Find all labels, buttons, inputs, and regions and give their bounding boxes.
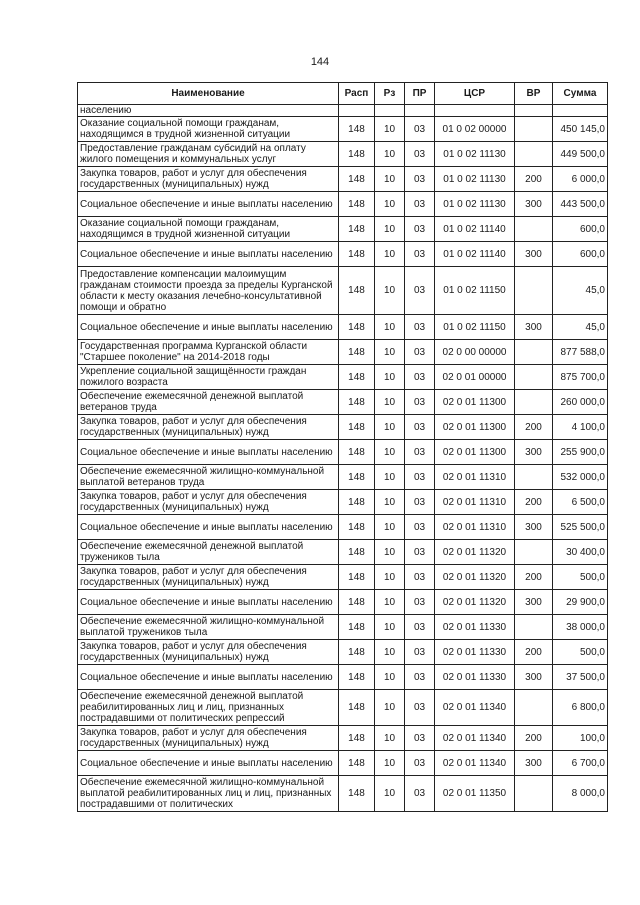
row-rz: 10: [375, 640, 405, 665]
row-csr: 02 0 01 11310: [435, 465, 515, 490]
row-sum: 875 700,0: [553, 365, 608, 390]
row-csr: 02 0 01 11320: [435, 540, 515, 565]
row-pr: 03: [405, 665, 435, 690]
row-csr: [435, 105, 515, 117]
row-rz: 10: [375, 390, 405, 415]
row-csr: 02 0 01 11320: [435, 590, 515, 615]
row-rasp: [339, 105, 375, 117]
header-name: Наименование: [78, 83, 339, 105]
row-sum: 500,0: [553, 640, 608, 665]
row-vr: [515, 117, 553, 142]
row-name: Обеспечение ежемесячной денежной выплатой реабилитированных лиц и лиц, признанных пострадавшими от политических репрессий: [78, 690, 339, 726]
row-rz: 10: [375, 365, 405, 390]
row-csr: 02 0 01 11300: [435, 415, 515, 440]
header-csr: ЦСР: [435, 83, 515, 105]
table-row: [78, 726, 608, 751]
row-vr: 300: [515, 440, 553, 465]
budget-table: [77, 82, 608, 812]
table-row: [78, 776, 608, 812]
row-rz: 10: [375, 167, 405, 192]
row-sum: 449 500,0: [553, 142, 608, 167]
row-vr: 300: [515, 515, 553, 540]
row-rz: 10: [375, 465, 405, 490]
row-pr: 03: [405, 365, 435, 390]
row-rasp: 148: [339, 690, 375, 726]
row-pr: 03: [405, 640, 435, 665]
row-rasp: 148: [339, 590, 375, 615]
row-rz: 10: [375, 490, 405, 515]
row-rasp: 148: [339, 192, 375, 217]
row-rasp: 148: [339, 142, 375, 167]
row-csr: 02 0 01 11310: [435, 490, 515, 515]
row-rz: 10: [375, 415, 405, 440]
row-sum: 532 000,0: [553, 465, 608, 490]
row-pr: 03: [405, 267, 435, 315]
row-csr: 01 0 02 00000: [435, 117, 515, 142]
row-pr: 03: [405, 167, 435, 192]
table-row: [78, 315, 608, 340]
row-vr: 200: [515, 167, 553, 192]
row-sum: 29 900,0: [553, 590, 608, 615]
row-name: Оказание социальной помощи гражданам, находящимся в трудной жизненной ситуации: [78, 217, 339, 242]
row-vr: [515, 217, 553, 242]
row-sum: 500,0: [553, 565, 608, 590]
row-rasp: 148: [339, 640, 375, 665]
row-rasp: 148: [339, 267, 375, 315]
header-sum: Сумма: [553, 83, 608, 105]
row-rasp: 148: [339, 167, 375, 192]
table-row: [78, 365, 608, 390]
row-sum: 45,0: [553, 315, 608, 340]
table-row: [78, 340, 608, 365]
row-vr: 300: [515, 590, 553, 615]
row-vr: [515, 267, 553, 315]
row-vr: [515, 390, 553, 415]
row-vr: 300: [515, 192, 553, 217]
row-vr: 300: [515, 315, 553, 340]
row-csr: 02 0 01 11340: [435, 726, 515, 751]
row-pr: 03: [405, 515, 435, 540]
page-number: 144: [310, 56, 330, 68]
row-rasp: 148: [339, 490, 375, 515]
row-sum: 30 400,0: [553, 540, 608, 565]
row-rasp: 148: [339, 217, 375, 242]
row-name: Обеспечение ежемесячной денежной выплатой тружеников тыла: [78, 540, 339, 565]
row-rz: 10: [375, 690, 405, 726]
row-rasp: 148: [339, 365, 375, 390]
row-vr: [515, 365, 553, 390]
row-rasp: 148: [339, 390, 375, 415]
row-csr: 02 0 00 00000: [435, 340, 515, 365]
table-row: [78, 267, 608, 315]
row-name: Предоставление компенсации малоимущим гражданам стоимости проезда за пределы Курганской области к месту оказания лечебно-консультативной помощи и обратно: [78, 267, 339, 315]
row-pr: 03: [405, 776, 435, 812]
row-vr: [515, 340, 553, 365]
table-row: [78, 751, 608, 776]
row-sum: 4 100,0: [553, 415, 608, 440]
table-row: [78, 440, 608, 465]
table-row: [78, 217, 608, 242]
row-pr: 03: [405, 192, 435, 217]
row-vr: 200: [515, 415, 553, 440]
table-row: [78, 390, 608, 415]
row-rz: 10: [375, 776, 405, 812]
row-rasp: 148: [339, 540, 375, 565]
row-rz: 10: [375, 615, 405, 640]
row-csr: 02 0 01 11330: [435, 615, 515, 640]
row-vr: 200: [515, 640, 553, 665]
row-sum: 255 900,0: [553, 440, 608, 465]
row-name: Социальное обеспечение и иные выплаты населению: [78, 751, 339, 776]
row-csr: 01 0 02 11150: [435, 267, 515, 315]
row-vr: [515, 540, 553, 565]
row-sum: 6 500,0: [553, 490, 608, 515]
row-pr: 03: [405, 142, 435, 167]
row-rz: 10: [375, 665, 405, 690]
row-csr: 02 0 01 11300: [435, 440, 515, 465]
row-rz: 10: [375, 117, 405, 142]
header-rasp: Расп: [339, 83, 375, 105]
row-rasp: 148: [339, 415, 375, 440]
row-rasp: 148: [339, 117, 375, 142]
row-vr: 300: [515, 242, 553, 267]
header-row: [78, 83, 608, 105]
row-name: Государственная программа Курганской области "Старшее поколение" на 2014-2018 годы: [78, 340, 339, 365]
row-sum: 525 500,0: [553, 515, 608, 540]
row-csr: 02 0 01 11340: [435, 690, 515, 726]
row-vr: [515, 776, 553, 812]
row-sum: 37 500,0: [553, 665, 608, 690]
table-row: [78, 490, 608, 515]
row-pr: 03: [405, 751, 435, 776]
row-rz: 10: [375, 142, 405, 167]
row-sum: 600,0: [553, 242, 608, 267]
row-sum: 100,0: [553, 726, 608, 751]
row-name: Обеспечение ежемесячной жилищно-коммунальной выплатой тружеников тыла: [78, 615, 339, 640]
row-sum: 600,0: [553, 217, 608, 242]
row-rz: 10: [375, 590, 405, 615]
row-csr: 01 0 02 11130: [435, 192, 515, 217]
row-rasp: 148: [339, 665, 375, 690]
row-vr: [515, 465, 553, 490]
row-name: Закупка товаров, работ и услуг для обеспечения государственных (муниципальных) нужд: [78, 726, 339, 751]
row-name: Социальное обеспечение и иные выплаты населению: [78, 665, 339, 690]
row-sum: 38 000,0: [553, 615, 608, 640]
row-name: Социальное обеспечение и иные выплаты населению: [78, 192, 339, 217]
row-name: Социальное обеспечение и иные выплаты населению: [78, 515, 339, 540]
row-csr: 01 0 02 11130: [435, 142, 515, 167]
row-csr: 02 0 01 00000: [435, 365, 515, 390]
row-pr: 03: [405, 690, 435, 726]
row-rasp: 148: [339, 515, 375, 540]
row-rasp: 148: [339, 615, 375, 640]
row-sum: 6 000,0: [553, 167, 608, 192]
row-rz: 10: [375, 726, 405, 751]
row-pr: 03: [405, 465, 435, 490]
row-sum: 443 500,0: [553, 192, 608, 217]
row-vr: 200: [515, 565, 553, 590]
row-rz: 10: [375, 267, 405, 315]
table-row: [78, 167, 608, 192]
table-row: [78, 590, 608, 615]
table-row: [78, 465, 608, 490]
row-pr: 03: [405, 415, 435, 440]
row-name: Закупка товаров, работ и услуг для обеспечения государственных (муниципальных) нужд: [78, 415, 339, 440]
row-name: Закупка товаров, работ и услуг для обеспечения государственных (муниципальных) нужд: [78, 167, 339, 192]
table-row: [78, 192, 608, 217]
table-row: [78, 515, 608, 540]
row-name: Обеспечение ежемесячной жилищно-коммунальной выплатой реабилитированных лиц и лиц, признанных пострадавшими от политических: [78, 776, 339, 812]
row-name: Закупка товаров, работ и услуг для обеспечения государственных (муниципальных) нужд: [78, 640, 339, 665]
row-sum: 6 700,0: [553, 751, 608, 776]
row-rasp: 148: [339, 440, 375, 465]
row-pr: 03: [405, 390, 435, 415]
row-vr: 300: [515, 751, 553, 776]
header-rz: Рз: [375, 83, 405, 105]
table-row: [78, 142, 608, 167]
table-row: [78, 665, 608, 690]
row-vr: [515, 615, 553, 640]
row-rasp: 148: [339, 340, 375, 365]
row-csr: 02 0 01 11310: [435, 515, 515, 540]
row-pr: 03: [405, 726, 435, 751]
row-csr: 02 0 01 11350: [435, 776, 515, 812]
row-csr: 02 0 01 11300: [435, 390, 515, 415]
row-csr: 01 0 02 11140: [435, 217, 515, 242]
row-name: Предоставление гражданам субсидий на оплату жилого помещения и коммунальных услуг: [78, 142, 339, 167]
row-rasp: 148: [339, 242, 375, 267]
row-sum: 45,0: [553, 267, 608, 315]
row-pr: [405, 105, 435, 117]
row-rz: 10: [375, 440, 405, 465]
row-rz: [375, 105, 405, 117]
row-name: Обеспечение ежемесячной жилищно-коммунальной выплатой ветеранов труда: [78, 465, 339, 490]
row-name: Закупка товаров, работ и услуг для обеспечения государственных (муниципальных) нужд: [78, 490, 339, 515]
row-rz: 10: [375, 751, 405, 776]
table-row: [78, 690, 608, 726]
row-vr: 300: [515, 665, 553, 690]
row-csr: 02 0 01 11330: [435, 665, 515, 690]
row-rasp: 148: [339, 465, 375, 490]
table-row: [78, 415, 608, 440]
row-pr: 03: [405, 117, 435, 142]
row-name: Социальное обеспечение и иные выплаты населению: [78, 440, 339, 465]
header-pr: ПР: [405, 83, 435, 105]
row-sum: 877 588,0: [553, 340, 608, 365]
row-sum: [553, 105, 608, 117]
row-name: Укрепление социальной защищённости граждан пожилого возраста: [78, 365, 339, 390]
row-name: Обеспечение ежемесячной денежной выплатой ветеранов труда: [78, 390, 339, 415]
table-row: [78, 615, 608, 640]
row-pr: 03: [405, 590, 435, 615]
row-pr: 03: [405, 217, 435, 242]
row-pr: 03: [405, 565, 435, 590]
row-vr: 200: [515, 726, 553, 751]
row-name: Социальное обеспечение и иные выплаты населению: [78, 242, 339, 267]
row-vr: 200: [515, 490, 553, 515]
row-vr: [515, 105, 553, 117]
row-csr: 01 0 02 11140: [435, 242, 515, 267]
row-pr: 03: [405, 615, 435, 640]
table-body: [78, 105, 608, 812]
row-name: Закупка товаров, работ и услуг для обеспечения государственных (муниципальных) нужд: [78, 565, 339, 590]
row-pr: 03: [405, 242, 435, 267]
row-pr: 03: [405, 440, 435, 465]
table-row: [78, 540, 608, 565]
row-rasp: 148: [339, 315, 375, 340]
row-pr: 03: [405, 315, 435, 340]
row-vr: [515, 690, 553, 726]
row-rz: 10: [375, 540, 405, 565]
table-row: [78, 117, 608, 142]
row-rz: 10: [375, 340, 405, 365]
row-sum: 450 145,0: [553, 117, 608, 142]
header-vr: ВР: [515, 83, 553, 105]
row-rasp: 148: [339, 565, 375, 590]
row-name: населению: [78, 105, 339, 117]
row-rasp: 148: [339, 726, 375, 751]
row-pr: 03: [405, 540, 435, 565]
row-rz: 10: [375, 192, 405, 217]
row-rz: 10: [375, 515, 405, 540]
table-row: [78, 105, 608, 117]
table-row: [78, 565, 608, 590]
row-pr: 03: [405, 490, 435, 515]
row-csr: 01 0 02 11130: [435, 167, 515, 192]
row-csr: 02 0 01 11330: [435, 640, 515, 665]
table-row: [78, 640, 608, 665]
row-vr: [515, 142, 553, 167]
row-csr: 02 0 01 11340: [435, 751, 515, 776]
row-rz: 10: [375, 217, 405, 242]
row-csr: 01 0 02 11150: [435, 315, 515, 340]
row-sum: 260 000,0: [553, 390, 608, 415]
row-name: Оказание социальной помощи гражданам, находящимся в трудной жизненной ситуации: [78, 117, 339, 142]
row-name: Социальное обеспечение и иные выплаты населению: [78, 315, 339, 340]
row-sum: 6 800,0: [553, 690, 608, 726]
row-rasp: 148: [339, 751, 375, 776]
row-name: Социальное обеспечение и иные выплаты населению: [78, 590, 339, 615]
row-rz: 10: [375, 315, 405, 340]
row-rz: 10: [375, 242, 405, 267]
row-pr: 03: [405, 340, 435, 365]
row-rz: 10: [375, 565, 405, 590]
table-row: [78, 242, 608, 267]
row-csr: 02 0 01 11320: [435, 565, 515, 590]
row-sum: 8 000,0: [553, 776, 608, 812]
row-rasp: 148: [339, 776, 375, 812]
